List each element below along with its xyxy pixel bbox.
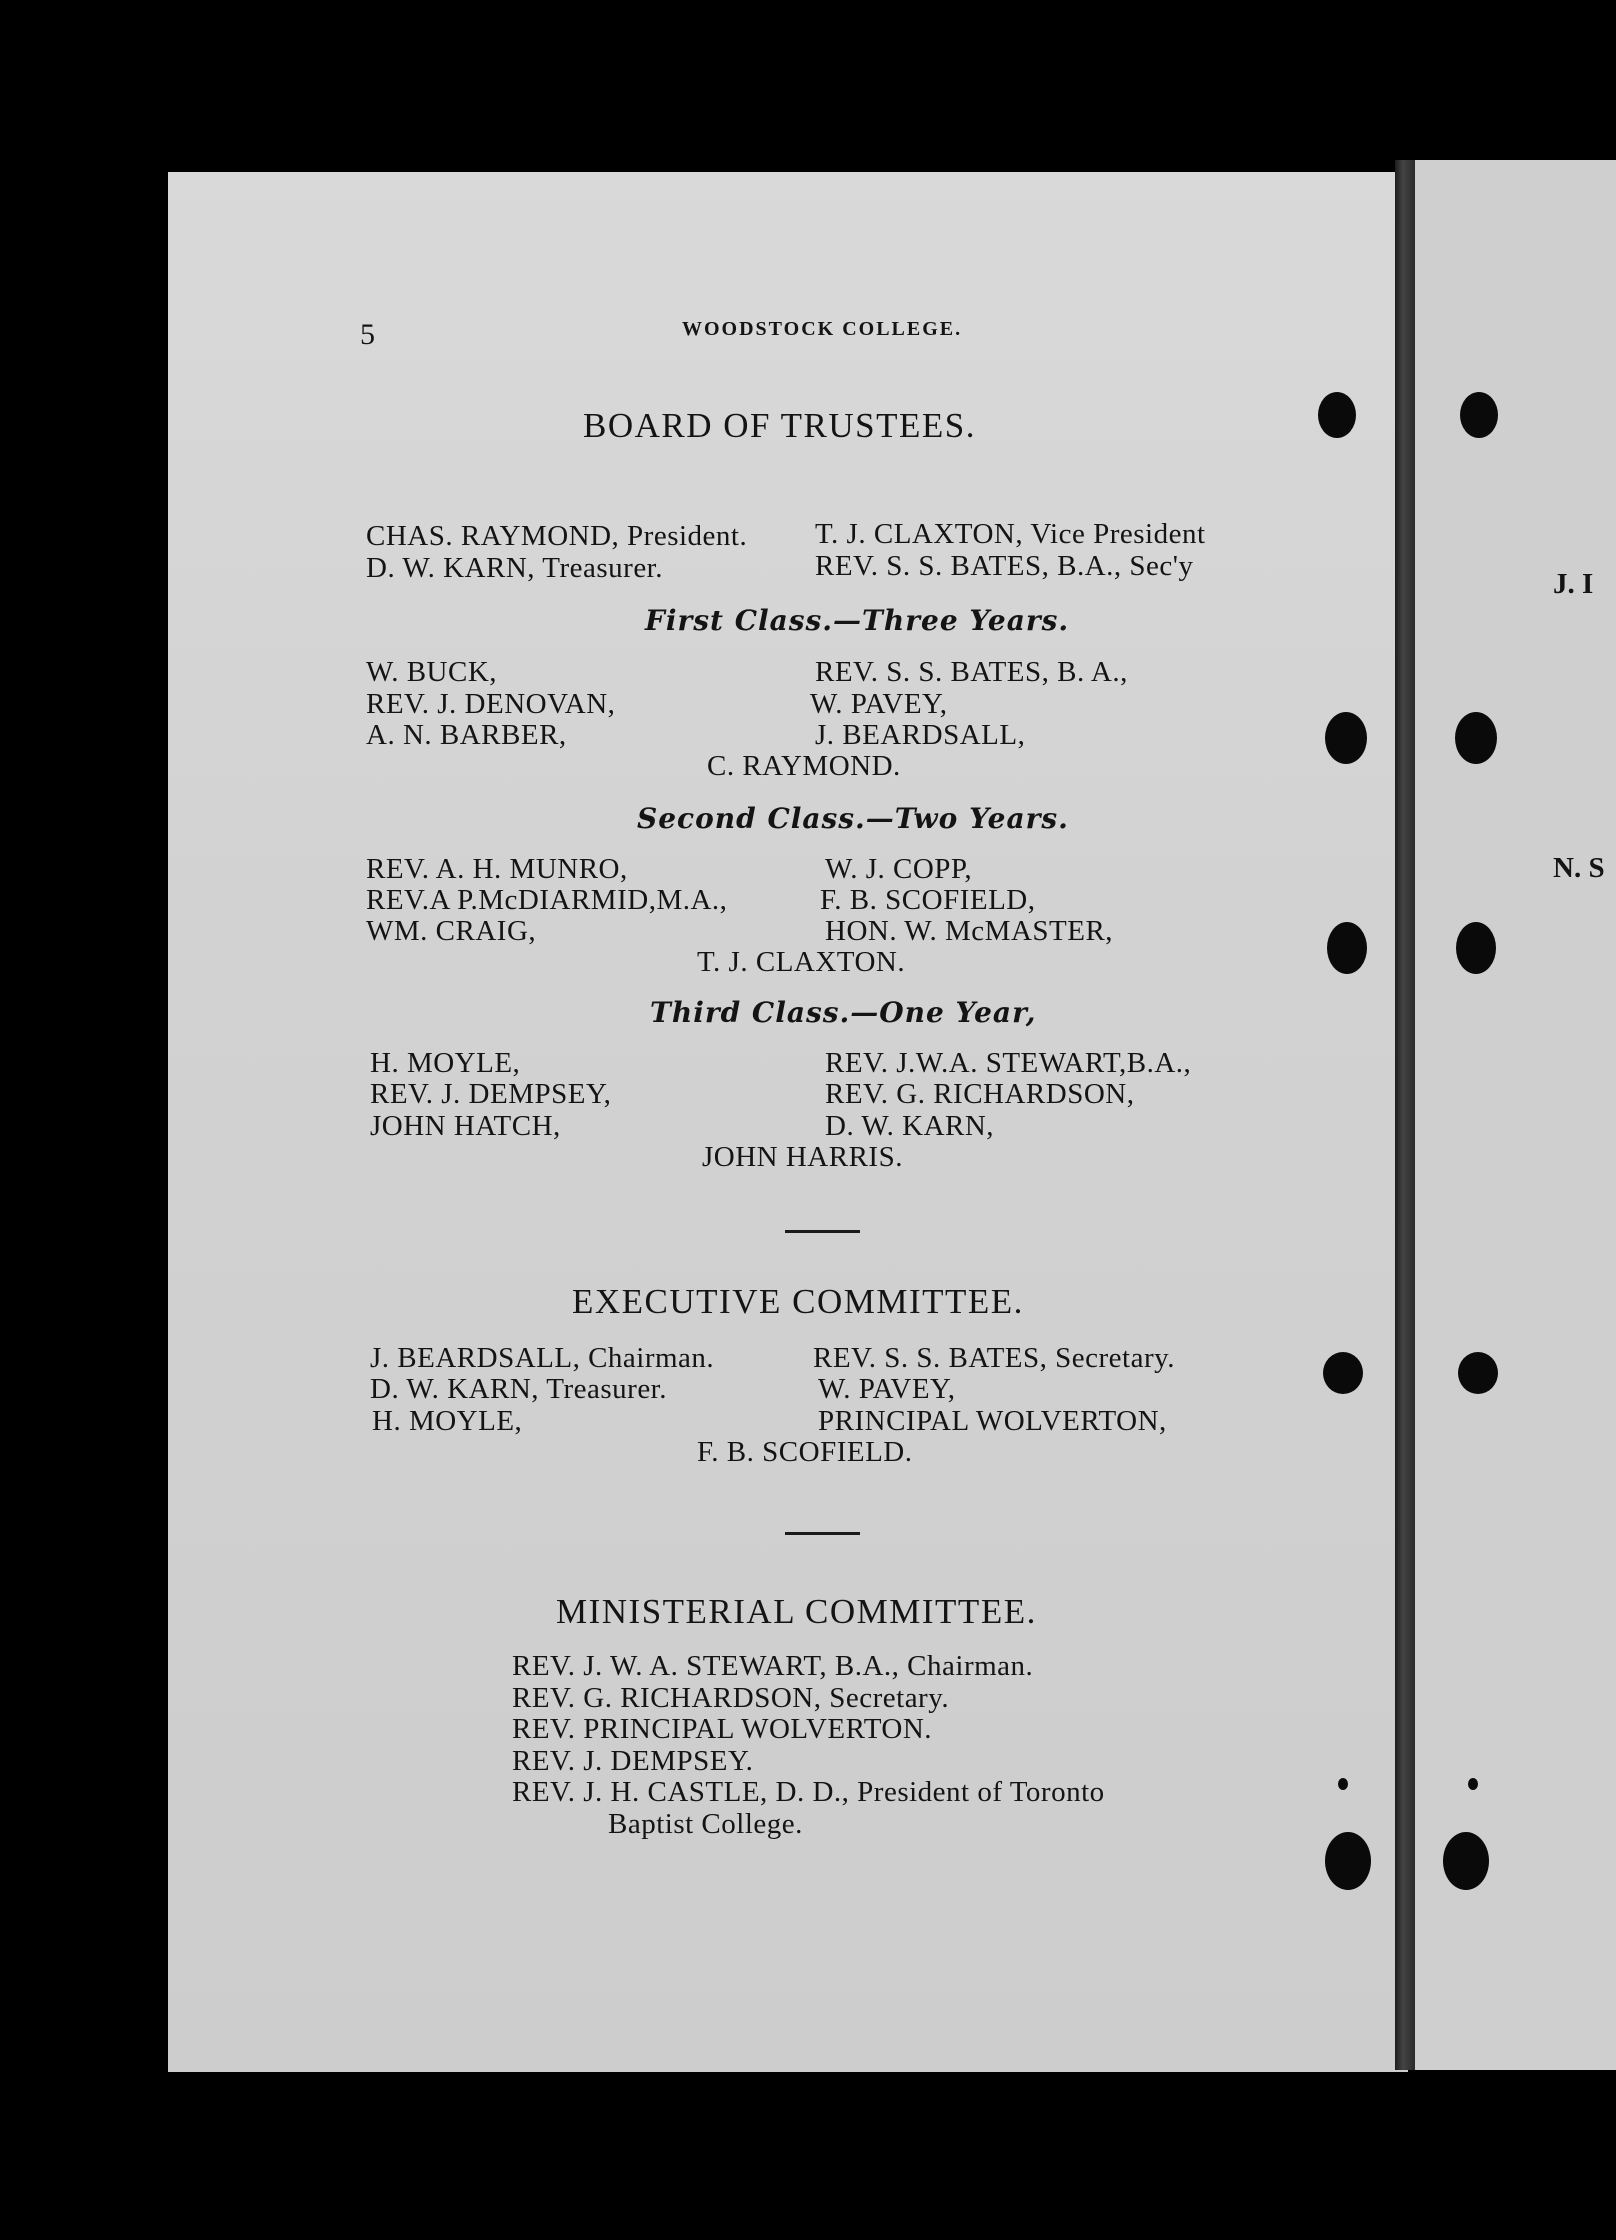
ministerial-member-5: REV. J. H. CASTLE, D. D., President of Toronto [512, 1776, 1105, 1808]
running-head: WOODSTOCK COLLEGE. [682, 318, 963, 340]
first-class-right-2: W. PAVEY, [810, 688, 948, 720]
binding-hole [1323, 1352, 1363, 1394]
second-class-left-2: REV.A P.McDIARMID,M.A., [366, 884, 728, 916]
officer-right-1: T. J. CLAXTON, Vice President [815, 518, 1206, 550]
executive-right-2: W. PAVEY, [818, 1373, 956, 1405]
first-class-left-3: A. N. BARBER, [366, 719, 567, 751]
third-class-heading: Third Class.—One Year, [650, 996, 1037, 1029]
first-class-left-1: W. BUCK, [366, 656, 498, 688]
binding-hole [1458, 1352, 1498, 1394]
third-class-right-1: REV. J.W.A. STEWART,B.A., [825, 1047, 1192, 1079]
second-class-left-1: REV. A. H. MUNRO, [366, 853, 628, 885]
ministerial-member-3: REV. PRINCIPAL WOLVERTON. [512, 1713, 933, 1745]
binding-hole [1456, 922, 1496, 974]
executive-right-1: REV. S. S. BATES, Secretary. [813, 1342, 1175, 1374]
trustees-title: BOARD OF TRUSTEES. [583, 406, 976, 445]
binding-hole [1327, 922, 1367, 974]
third-class-center: JOHN HARRIS. [702, 1141, 903, 1173]
first-class-right-1: REV. S. S. BATES, B. A., [815, 656, 1128, 688]
third-class-right-2: REV. G. RICHARDSON, [825, 1078, 1135, 1110]
ministerial-continuation: Baptist College. [608, 1808, 803, 1840]
officer-right-2: REV. S. S. BATES, B.A., Sec'y [815, 550, 1194, 582]
page-number: 5 [360, 318, 376, 351]
second-class-center: T. J. CLAXTON. [697, 946, 906, 978]
officer-left-2: D. W. KARN, Treasurer. [366, 552, 663, 584]
third-class-left-1: H. MOYLE, [370, 1047, 521, 1079]
ministerial-title: MINISTERIAL COMMITTEE. [556, 1592, 1037, 1631]
first-class-heading: First Class.—Three Years. [645, 604, 1070, 637]
ink-speck [1468, 1778, 1478, 1790]
binding-hole [1460, 392, 1498, 438]
first-class-center: C. RAYMOND. [707, 750, 901, 782]
section-divider-2 [785, 1532, 860, 1535]
book-gutter [1395, 160, 1415, 2070]
binding-hole [1455, 712, 1497, 764]
third-class-right-3: D. W. KARN, [825, 1110, 995, 1142]
second-class-right-2: F. B. SCOFIELD, [820, 884, 1036, 916]
facing-page [1415, 160, 1616, 2070]
binding-hole [1443, 1832, 1489, 1890]
executive-left-1: J. BEARDSALL, Chairman. [370, 1342, 715, 1374]
executive-left-2: D. W. KARN, Treasurer. [370, 1373, 667, 1405]
executive-left-3: H. MOYLE, [372, 1405, 523, 1437]
executive-right-3: PRINCIPAL WOLVERTON, [818, 1405, 1167, 1437]
ministerial-member-2: REV. G. RICHARDSON, Secretary. [512, 1682, 950, 1714]
ministerial-member-4: REV. J. DEMPSEY. [512, 1745, 754, 1777]
officer-left-1: CHAS. RAYMOND, President. [366, 520, 748, 552]
third-class-left-2: REV. J. DEMPSEY, [370, 1078, 612, 1110]
binding-hole [1325, 1832, 1371, 1890]
second-class-left-3: WM. CRAIG, [366, 915, 537, 947]
facing-fragment-1: J. I [1553, 568, 1594, 600]
binding-hole [1318, 392, 1356, 438]
second-class-right-3: HON. W. McMASTER, [825, 915, 1114, 947]
second-class-right-1: W. J. COPP, [825, 853, 973, 885]
second-class-heading: Second Class.—Two Years. [637, 802, 1069, 835]
first-class-left-2: REV. J. DENOVAN, [366, 688, 616, 720]
section-divider [785, 1230, 860, 1233]
binding-hole [1325, 712, 1367, 764]
ministerial-member-1: REV. J. W. A. STEWART, B.A., Chairman. [512, 1650, 1034, 1682]
executive-title: EXECUTIVE COMMITTEE. [572, 1282, 1024, 1321]
third-class-left-3: JOHN HATCH, [370, 1110, 561, 1142]
facing-fragment-2: N. S [1553, 852, 1605, 884]
executive-center: F. B. SCOFIELD. [697, 1436, 913, 1468]
first-class-right-3: J. BEARDSALL, [815, 719, 1026, 751]
ink-speck [1338, 1778, 1348, 1790]
